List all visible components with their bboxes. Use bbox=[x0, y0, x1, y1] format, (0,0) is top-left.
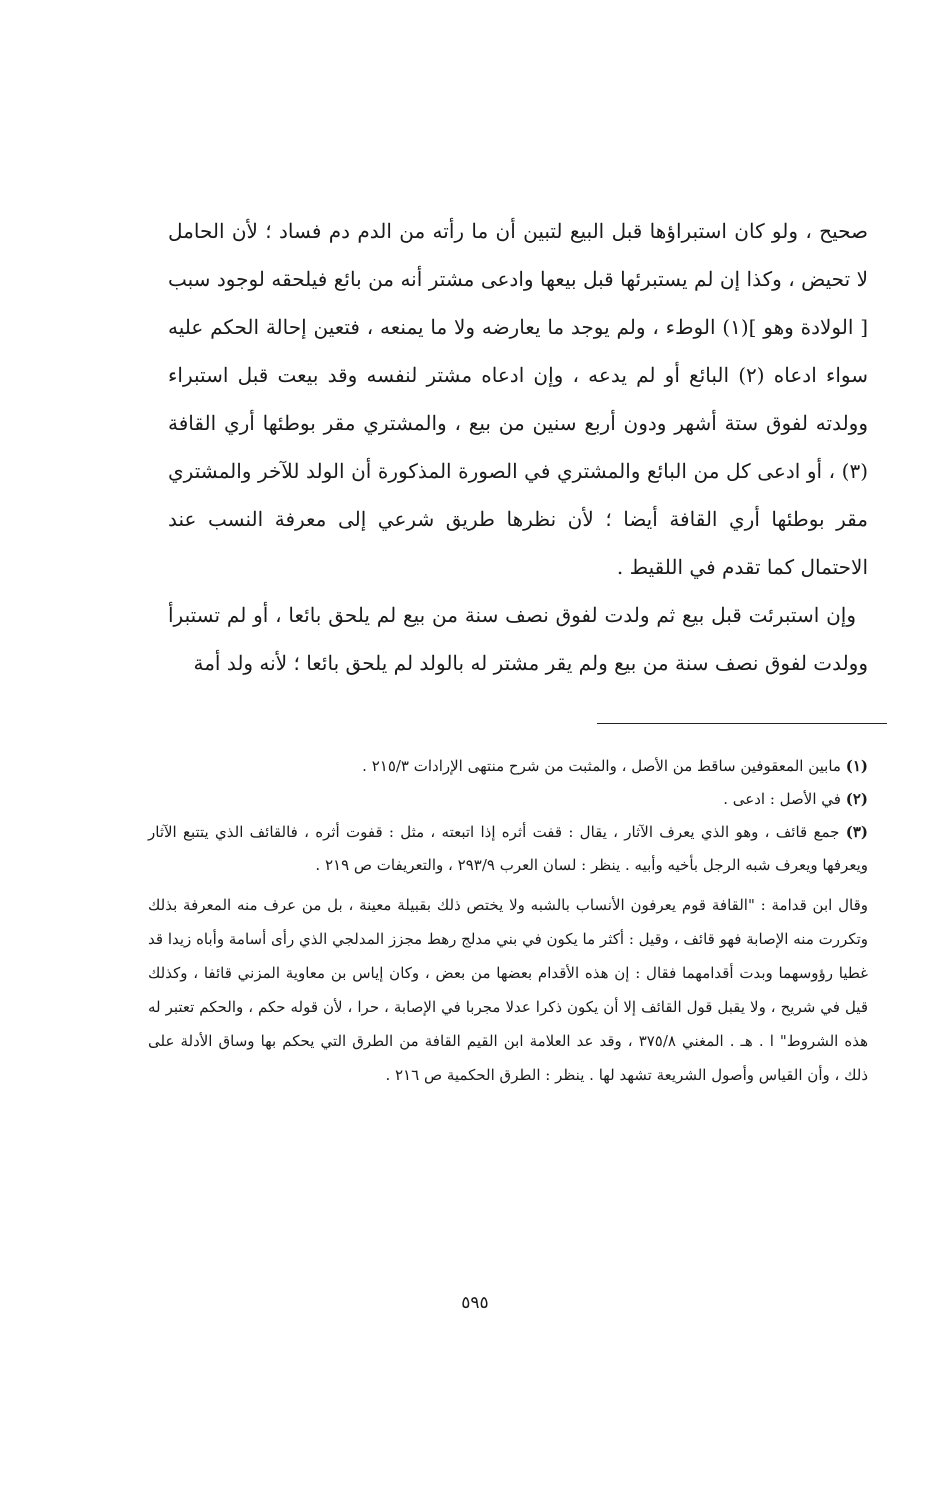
footnote-number: (٣) bbox=[845, 823, 868, 841]
footnote-quote: وقال ابن قدامة : "القافة قوم يعرفون الأنساب بالشبه ولا يختص ذلك بقبيلة معينة ، بل من عرف منه المعرفة بذلك وتكررت منه الإصابة فهو قائف ، وقيل : أكثر ما يكون في بني مدلج رهط مجزز المدلجي الذي رأى أسامة وأباه زيدا قد غطيا رؤوسهما وبدت أقدامهما فقال : إن هذه الأقدام بعضها من بعض ، وكان إياس بن معاوية المزني قائفا ، وكذلك قيل في شريح ، ولا يقبل قول القائف إلا أن يكون ذكرا عدلا مجربا في الإصابة ، حرا ، لأن قوله حكم ، والحكم تعتبر له هذه الشروط" ا . هـ . المغني ٣٧٥/٨ ، وقد عد العلامة ابن القيم القافة من الطرق التي يحكم بها وساق الأدلة على ذلك ، وأن القياس وأصول الشريعة تشهد لها . ينظر : الطرق الحكمية ص ٢١٦ . bbox=[148, 896, 868, 1084]
main-paragraph-1: صحيح ، ولو كان استبراؤها قبل البيع لتبين أن ما رأته من الدم دم فساد ؛ لأن الحامل لا تحيض ، وكذا إن لم يستبرئها قبل بيعها وادعى مشتر أنه من بائع فيلحقه لوجود سبب [ الولادة وهو ](١) الوطء ، ولم يوجد ما يعارضه ولا ما يمنعه ، فتعين إحالة الحكم عليه سواء ادعاه (٢) البائع أو لم يدعه ، وإن ادعاه مشتر لنفسه وقد بيعت قبل استبراء وولدته لفوق ستة أشهر ودون أربع سنين من بيع ، والمشتري مقر بوطئها أري القافة (٣) ، أو ادعى كل من البائع والمشتري في الصورة المذكورة أن الولد للآخر والمشتري مقر بوطئها أري القافة أيضا ؛ لأن نظرها طريق شرعي إلى معرفة النسب عند الاحتمال كما تقدم في اللقيط . bbox=[168, 219, 869, 579]
page-number: ٥٩٥ bbox=[461, 1293, 489, 1313]
footnote-number: (١) bbox=[845, 757, 868, 775]
footnotes-block bbox=[148, 750, 868, 1092]
footnote-1 bbox=[148, 750, 868, 783]
footnote-2 bbox=[148, 783, 868, 816]
footnote-number: (٢) bbox=[845, 790, 868, 808]
footnote-text: في الأصل : ادعى . bbox=[723, 790, 841, 808]
footnote-3 bbox=[148, 816, 868, 882]
main-paragraph-2: وإن استبرئت قبل بيع ثم ولدت لفوق نصف سنة من بيع لم يلحق بائعا ، أو لم تستبرأ وولدت لفوق نصف سنة من بيع ولم يقر مشتر له بالولد لم يلحق بائعا ؛ لأنه ولد أمة bbox=[168, 603, 868, 675]
footnote-text: جمع قائف ، وهو الذي يعرف الآثار ، يقال : قفت أثره إذا اتبعته ، مثل : قفوت أثره ، فالقائف الذي يتتبع الآثار ويعرفها ويعرف شبه الرجل بأخيه وأبيه . ينظر : لسان العرب ٢٩٣/٩ ، والتعريفات ص ٢١٩ . bbox=[148, 823, 868, 874]
footnote-text: مابين المعقوفين ساقط من الأصل ، والمثبت من شرح منتهى الإرادات ٢١٥/٣ . bbox=[362, 757, 841, 775]
main-text-block bbox=[168, 207, 868, 687]
footnote-divider bbox=[597, 723, 887, 724]
